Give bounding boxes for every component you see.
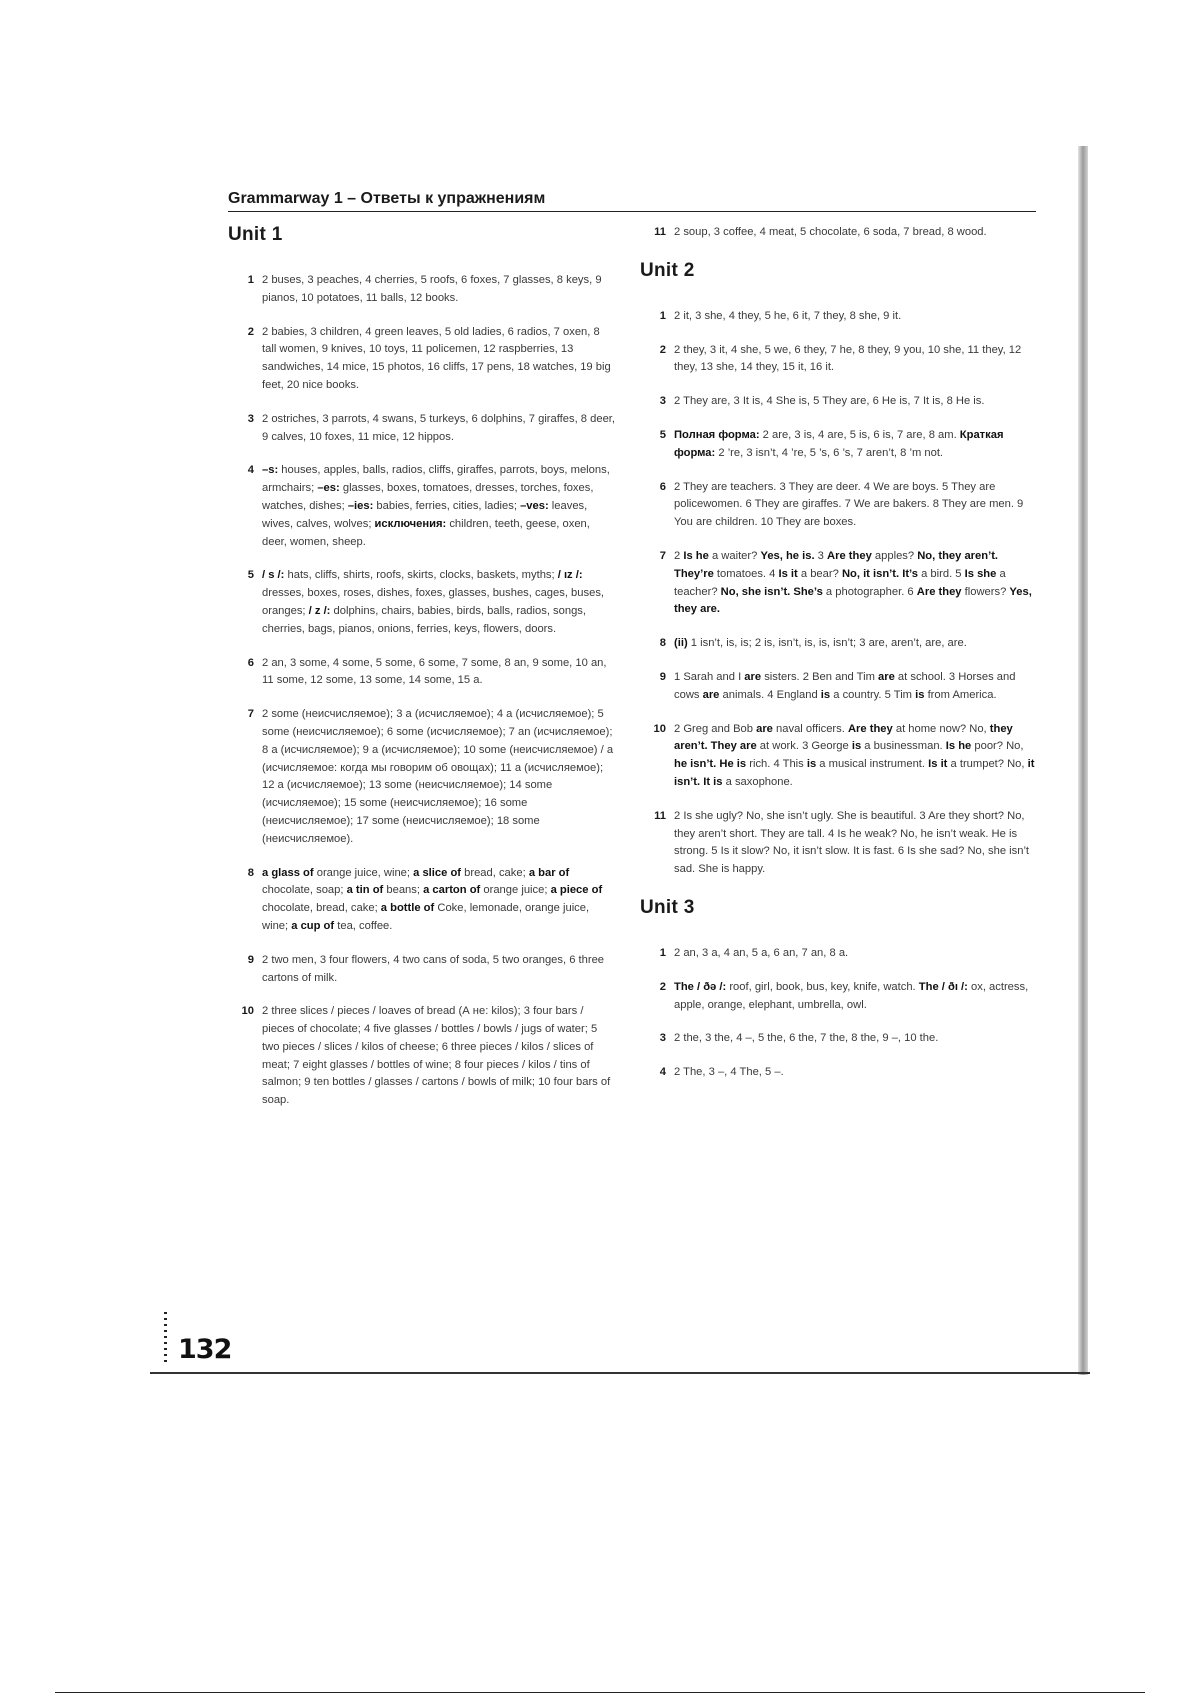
exercise-number: 6	[659, 480, 666, 493]
exercise-number: 8	[659, 637, 666, 650]
exercise-number: 2	[659, 980, 666, 993]
exercise-answer	[640, 342, 1036, 378]
exercise-answer-text: 2 they, 3 it, 4 she, 5 we, 6 they, 7 he, 8 they, 9 you, 10 she, 11 they, 12 they, 13 she, 14 they, 15 it, 16 it.	[674, 343, 1022, 374]
exercise-answer-text: 2 some (неисчисляемое); 3 a (исчисляемое); 4 a (исчисляемое); 5 some (неисчисляемое); 6 some (исчисляемое); 7 an (исчисляемое); 8 a (исчисляемое); 9 a (исчисляемое); 10 some (неисчисляемое) / a (исчисляемое: когда мы говорим об овощах); 11 a (исчисляемое); 12 a (исчисляемое); 13 some (неисчисляемое); 14 some (исчисляемое); 15 some (неисчисляемое); 16 some (неисчисляемое); 17 some (неисчисляемое); 18 some (неисчисляемое).	[262, 708, 614, 845]
exercise-answer-text: 2 two men, 3 four flowers, 4 two cans of soda, 5 two oranges, 6 three cartons of milk.	[262, 953, 605, 984]
exercise-answer-text: 2 Is she ugly? No, she isn’t ugly. She is beautiful. 3 Are they short? No, they aren’t short. They are tall. 4 Is he weak? No, he isn’t weak. He is strong. 5 Is it slow? No, it isn’t slow. It is fast. 6 Is she sad? No, she isn’t sad. She is happy.	[674, 809, 1030, 876]
exercise-answer	[228, 952, 616, 988]
exercise-answer	[640, 721, 1036, 792]
page-number: 132	[178, 1334, 232, 1365]
exercise-answer	[640, 669, 1036, 705]
unit-3-title: Unit 3	[640, 896, 695, 918]
unit-3-exercises	[640, 945, 1036, 1082]
exercise-number: 1	[247, 274, 254, 286]
exercise-answer	[228, 865, 616, 936]
exercise-number: 5	[247, 569, 254, 582]
exercise-number: 11	[654, 226, 666, 238]
left-column	[228, 224, 616, 1126]
exercise-number: 7	[247, 708, 254, 721]
exercise-answer-text: 2 They are teachers. 3 They are deer. 4 We are boys. 5 They are policewomen. 6 They are giraffes. 7 We are bakers. 8 They are men. 9 You are children. 10 They are boxes.	[674, 480, 1024, 529]
exercise-answer	[228, 706, 616, 848]
exercise-number: 6	[247, 656, 254, 669]
exercise-answer	[228, 324, 616, 395]
exercise-answer	[640, 308, 1036, 326]
unit-1-exercises-continued	[640, 224, 1036, 242]
exercise-number: 2	[659, 343, 666, 356]
exercise-answer-text: –s: houses, apples, balls, radios, cliffs, giraffes, parrots, boys, melons, armchairs; –es: glasses, boxes, tomatoes, dresses, torches, foxes, watches, dishes; –ies: babies, ferries, cities, ladies; –ves: leaves, wives, calves, wolves; исключения: children, teeth, geese, oxen, deer, women, sheep.	[262, 464, 610, 548]
exercise-answer-text: 2 ostriches, 3 parrots, 4 swans, 5 turkeys, 6 dolphins, 7 giraffes, 8 deer, 9 calves, 10 foxes, 11 mice, 12 hippos.	[262, 412, 616, 443]
exercise-answer	[640, 393, 1036, 411]
exercise-number: 4	[247, 464, 254, 477]
exercise-answer-text: 2 an, 3 some, 4 some, 5 some, 6 some, 7 some, 8 an, 9 some, 10 an, 11 some, 12 some, 13 some, 14 some, 15 a.	[262, 656, 607, 687]
exercise-answer-text: 2 Greg and Bob are naval officers. Are they at home now? No, they aren’t. They are at work. 3 George is a businessman. Is he poor? No, he isn’t. He is rich. 4 This is a musical instrument. Is it a trumpet? No, it isn’t. It is a saxophone.	[674, 722, 1035, 788]
exercise-answer	[228, 272, 616, 308]
exercise-answer-text: a glass of orange juice, wine; a slice of bread, cake; a bar of chocolate, soap; a tin of beans; a carton of orange juice; a piece of chocolate, bread, cake; a bottle of Coke, lemonade, orange juice, wine; a cup of tea, coffee.	[262, 866, 603, 932]
exercise-answer-text: (ii) 1 isn’t, is, is; 2 is, isn’t, is, is, isn’t; 3 are, aren’t, are, are.	[674, 637, 967, 650]
right-column	[640, 224, 1036, 1098]
unit-1-exercises	[228, 272, 616, 1110]
exercise-answer-text: 2 buses, 3 peaches, 4 cherries, 5 roofs, 6 foxes, 7 glasses, 8 keys, 9 pianos, 10 potatoes, 11 balls, 12 books.	[262, 274, 602, 304]
exercise-answer	[228, 462, 616, 551]
footer-rule	[55, 1692, 1145, 1693]
exercise-number: 2	[247, 325, 254, 338]
exercise-answer	[640, 979, 1036, 1015]
unit-1-title: Unit 1	[228, 224, 283, 245]
exercise-answer	[640, 427, 1036, 463]
exercise-answer	[640, 479, 1036, 532]
exercise-answer	[640, 1064, 1036, 1082]
exercise-answer	[640, 808, 1036, 879]
exercise-number: 9	[659, 670, 666, 683]
exercise-number: 11	[654, 809, 666, 822]
exercise-number: 5	[659, 428, 666, 441]
exercise-answer-text: 2 babies, 3 children, 4 green leaves, 5 old ladies, 6 radios, 7 oxen, 8 tall women, 9 knives, 10 toys, 11 policemen, 12 raspberries, 13 sandwiches, 14 mice, 15 photos, 16 cliffs, 17 pens, 18 watches, 19 big feet, 20 nice books.	[262, 325, 611, 391]
exercise-answer-text: 2 They are, 3 It is, 4 She is, 5 They are, 6 He is, 7 It is, 8 He is.	[674, 395, 985, 408]
exercise-number: 7	[659, 549, 666, 562]
exercise-answer	[640, 548, 1036, 619]
exercise-answer-text: 2 soup, 3 coffee, 4 meat, 5 chocolate, 6 soda, 7 bread, 8 wood.	[674, 226, 987, 238]
unit-2-exercises	[640, 308, 1036, 879]
exercise-answer-text: The / ðə /: roof, girl, book, bus, key, knife, watch. The / ðı /: ox, actress, apple, orange, elephant, umbrella, owl.	[674, 980, 1029, 1011]
exercise-answer-text: 2 an, 3 a, 4 an, 5 a, 6 an, 7 an, 8 a.	[674, 946, 849, 959]
exercise-answer-text: 2 it, 3 she, 4 they, 5 he, 6 it, 7 they, 8 she, 9 it.	[674, 309, 902, 322]
page-header: Grammarway 1 – Ответы к упражнениям	[228, 190, 1036, 212]
exercise-number: 10	[241, 1005, 254, 1018]
exercise-answer	[640, 945, 1036, 963]
page-number-dots	[164, 1312, 167, 1366]
exercise-number: 10	[653, 722, 666, 735]
exercise-number: 4	[659, 1066, 666, 1079]
exercise-answer	[640, 1030, 1036, 1048]
exercise-answer-text: 2 The, 3 –, 4 The, 5 –.	[674, 1066, 784, 1079]
exercise-answer	[228, 567, 616, 638]
exercise-answer	[228, 655, 616, 691]
exercise-answer	[228, 1003, 616, 1110]
exercise-answer-text: 2 Is he a waiter? Yes, he is. 3 Are they apples? No, they aren’t. They’re tomatoes. 4 Is it a bear? No, it isn’t. It’s a bird. 5 Is she a teacher? No, she isn’t. She’s a photographer. 6 Are they flowers? Yes, they are.	[674, 549, 1032, 616]
exercise-answer-text: 1 Sarah and I are sisters. 2 Ben and Tim are at school. 3 Horses and cows are animals. 4 England is a country. 5 Tim is from America.	[674, 670, 1016, 701]
book-spine-shadow	[1078, 146, 1088, 1375]
page-bottom-rule	[150, 1372, 1090, 1374]
exercise-answer-text: 2 the, 3 the, 4 –, 5 the, 6 the, 7 the, 8 the, 9 –, 10 the.	[674, 1032, 939, 1045]
exercise-answer-text: 2 three slices / pieces / loaves of bread (А не: kilos); 3 four bars / pieces of chocolate; 4 five glasses / bottles / bowls / jugs of water; 5 two pieces / slices / kilos of cheese; 6 three pieces / kilos / slices of meat; 7 eight glasses / bottles of wine; 8 four pieces / kilos / tins of salmon; 9 ten bottles / glasses / cartons / bowls of milk; 10 four bars of soap.	[262, 1005, 611, 1107]
exercise-number: 9	[247, 953, 254, 966]
exercise-number: 8	[247, 866, 254, 879]
exercise-answer	[640, 224, 1036, 242]
exercise-answer-text: Полная форма: 2 are, 3 is, 4 are, 5 is, 6 is, 7 are, 8 am. Краткая форма: 2 ’re, 3 isn’t, 4 ’re, 5 ’s, 6 ’s, 7 aren’t, 8 ’m not.	[674, 428, 1004, 459]
exercise-answer-text: / s /: hats, cliffs, shirts, roofs, skirts, clocks, baskets, myths; / ız /: dresses, boxes, roses, dishes, foxes, glasses, bushes, cages, buses, oranges; / z /: dolphins, chairs, babies, birds, balls, radios, songs, cherries, bags, pianos, onions, ferries, keys, flowers, doors.	[262, 569, 605, 635]
exercise-number: 3	[247, 412, 254, 425]
exercise-answer	[228, 411, 616, 447]
exercise-number: 3	[659, 395, 666, 408]
exercise-answer	[640, 635, 1036, 653]
exercise-number: 3	[659, 1032, 666, 1045]
exercise-number: 1	[659, 946, 666, 959]
unit-2-title: Unit 2	[640, 259, 695, 281]
exercise-number: 1	[659, 309, 666, 322]
